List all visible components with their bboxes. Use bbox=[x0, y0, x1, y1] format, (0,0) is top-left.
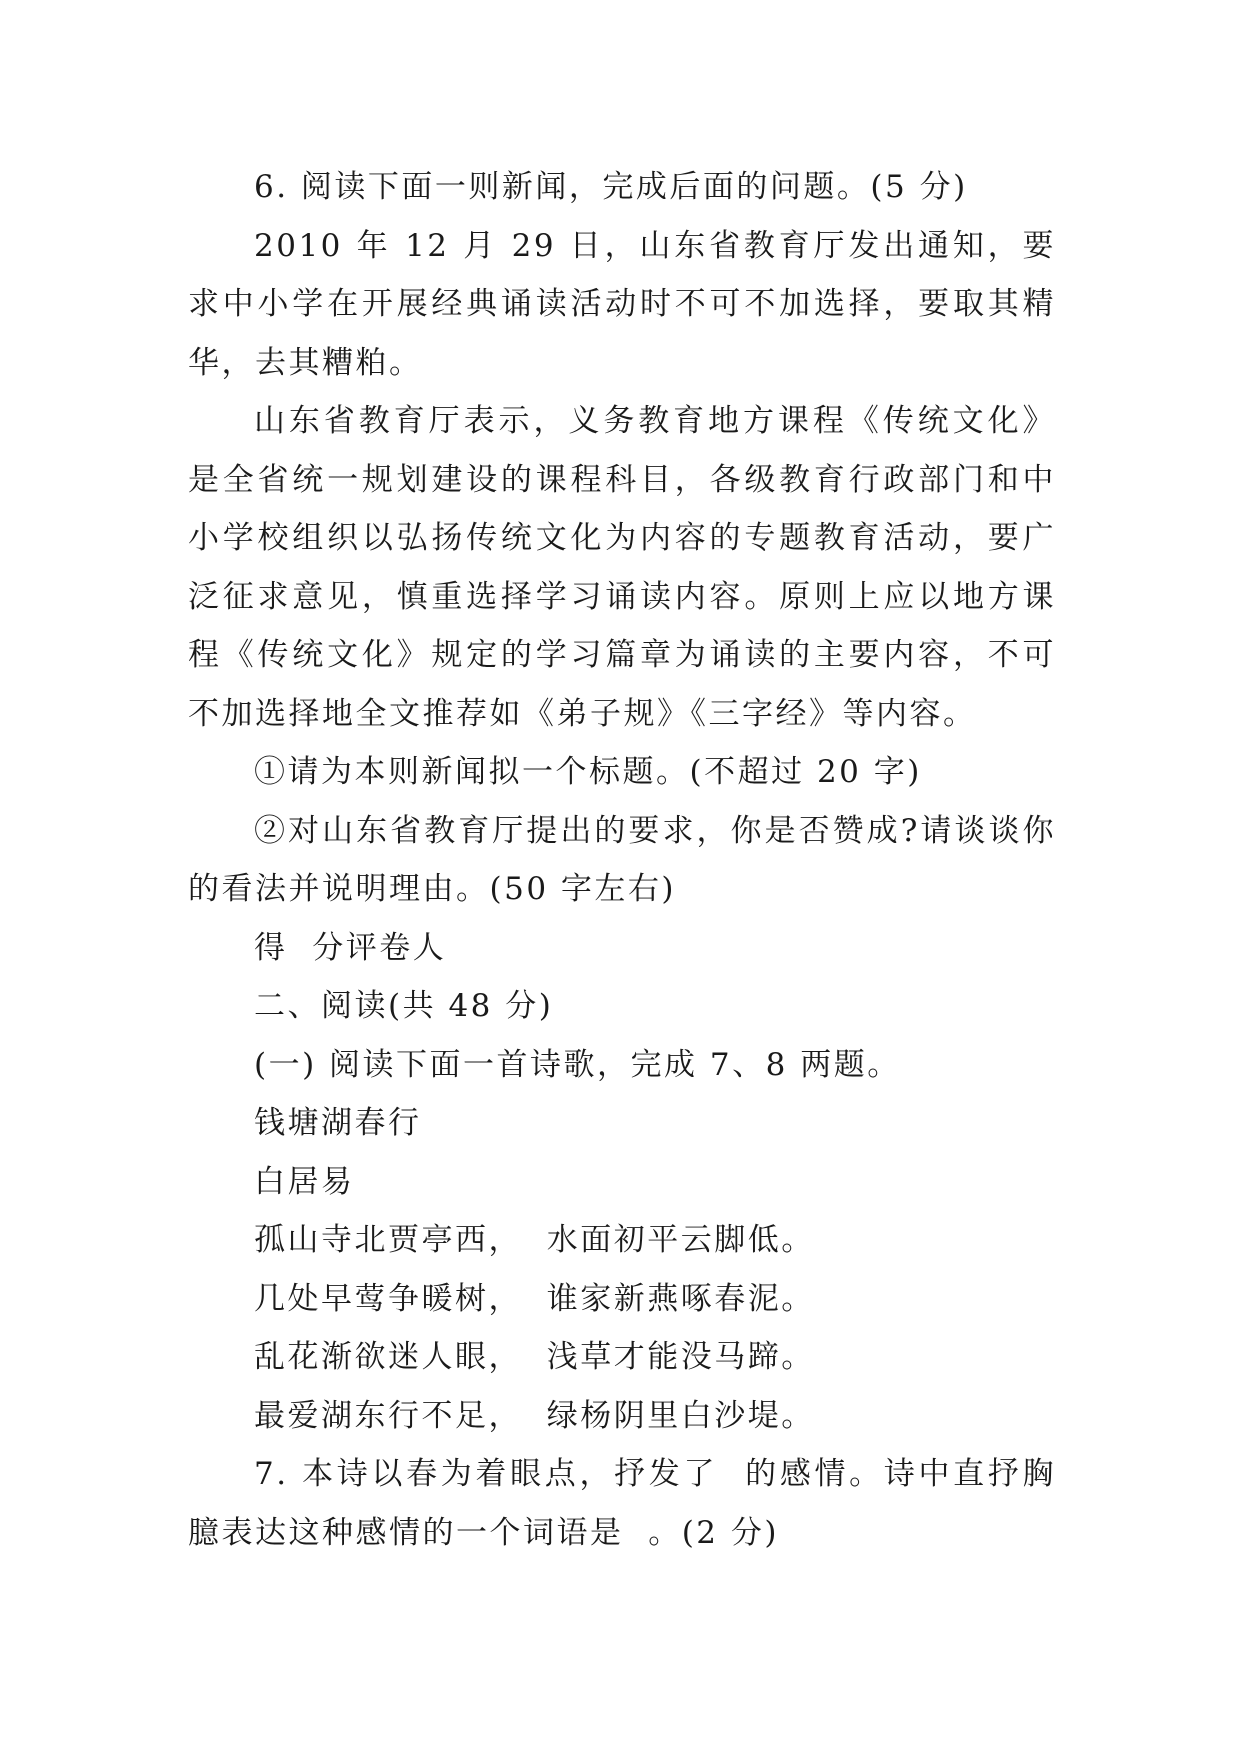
news-paragraph-2: 山东省教育厅表示，义务教育地方课程《传统文化》是全省统一规划建设的课程科目，各级教育行政部门和中小学校组织以弘扬传统文化为内容的专题教育活动，要广泛征求意见，慎重选择学习诵读内容。原则上应以地方课程《传统文化》规定的学习篇章为诵读的主要内容，不可不加选择地全文推荐如《弟子规》《三字经》等内容。 bbox=[188, 403, 1056, 732]
section-2-title: 二、阅读(共 48 分) bbox=[254, 988, 554, 1024]
document-body bbox=[188, 158, 1056, 1562]
poem-title: 钱塘湖春行 bbox=[254, 1105, 422, 1141]
question-6-subquestion-2: ②对山东省教育厅提出的要求，你是否赞成?请谈谈你的看法并说明理由。(50 字左右) bbox=[188, 812, 1056, 907]
question-6-title: 6. 阅读下面一则新闻，完成后面的问题。(5 分) bbox=[254, 169, 968, 205]
poem-line: 几处早莺争暖树， 谁家新燕啄春泥。 bbox=[254, 1280, 815, 1317]
news-paragraph-1: 2010 年 12 月 29 日，山东省教育厅发出通知，要求中小学在开展经典诵读活动时不可不加选择，要取其精华，去其糟粕。 bbox=[188, 227, 1056, 381]
poem-line: 孤山寺北贾亭西， 水面初平云脚低。 bbox=[254, 1222, 815, 1258]
score-box-label: 得 分评卷人 bbox=[254, 929, 447, 966]
poem-author: 白居易 bbox=[254, 1163, 355, 1200]
question-7: 7. 本诗以春为着眼点，抒发了 的感情。诗中直抒胸臆表达这种感情的一个词语是 。(2 分) bbox=[188, 1456, 1056, 1551]
question-6-subquestion-1: ①请为本则新闻拟一个标题。(不超过 20 字) bbox=[254, 754, 922, 790]
part-1-title: (一) 阅读下面一首诗歌，完成 7、8 两题。 bbox=[254, 1046, 901, 1083]
poem-line: 乱花渐欲迷人眼， 浅草才能没马蹄。 bbox=[254, 1339, 815, 1375]
poem-line: 最爱湖东行不足， 绿杨阴里白沙堤。 bbox=[254, 1397, 815, 1434]
